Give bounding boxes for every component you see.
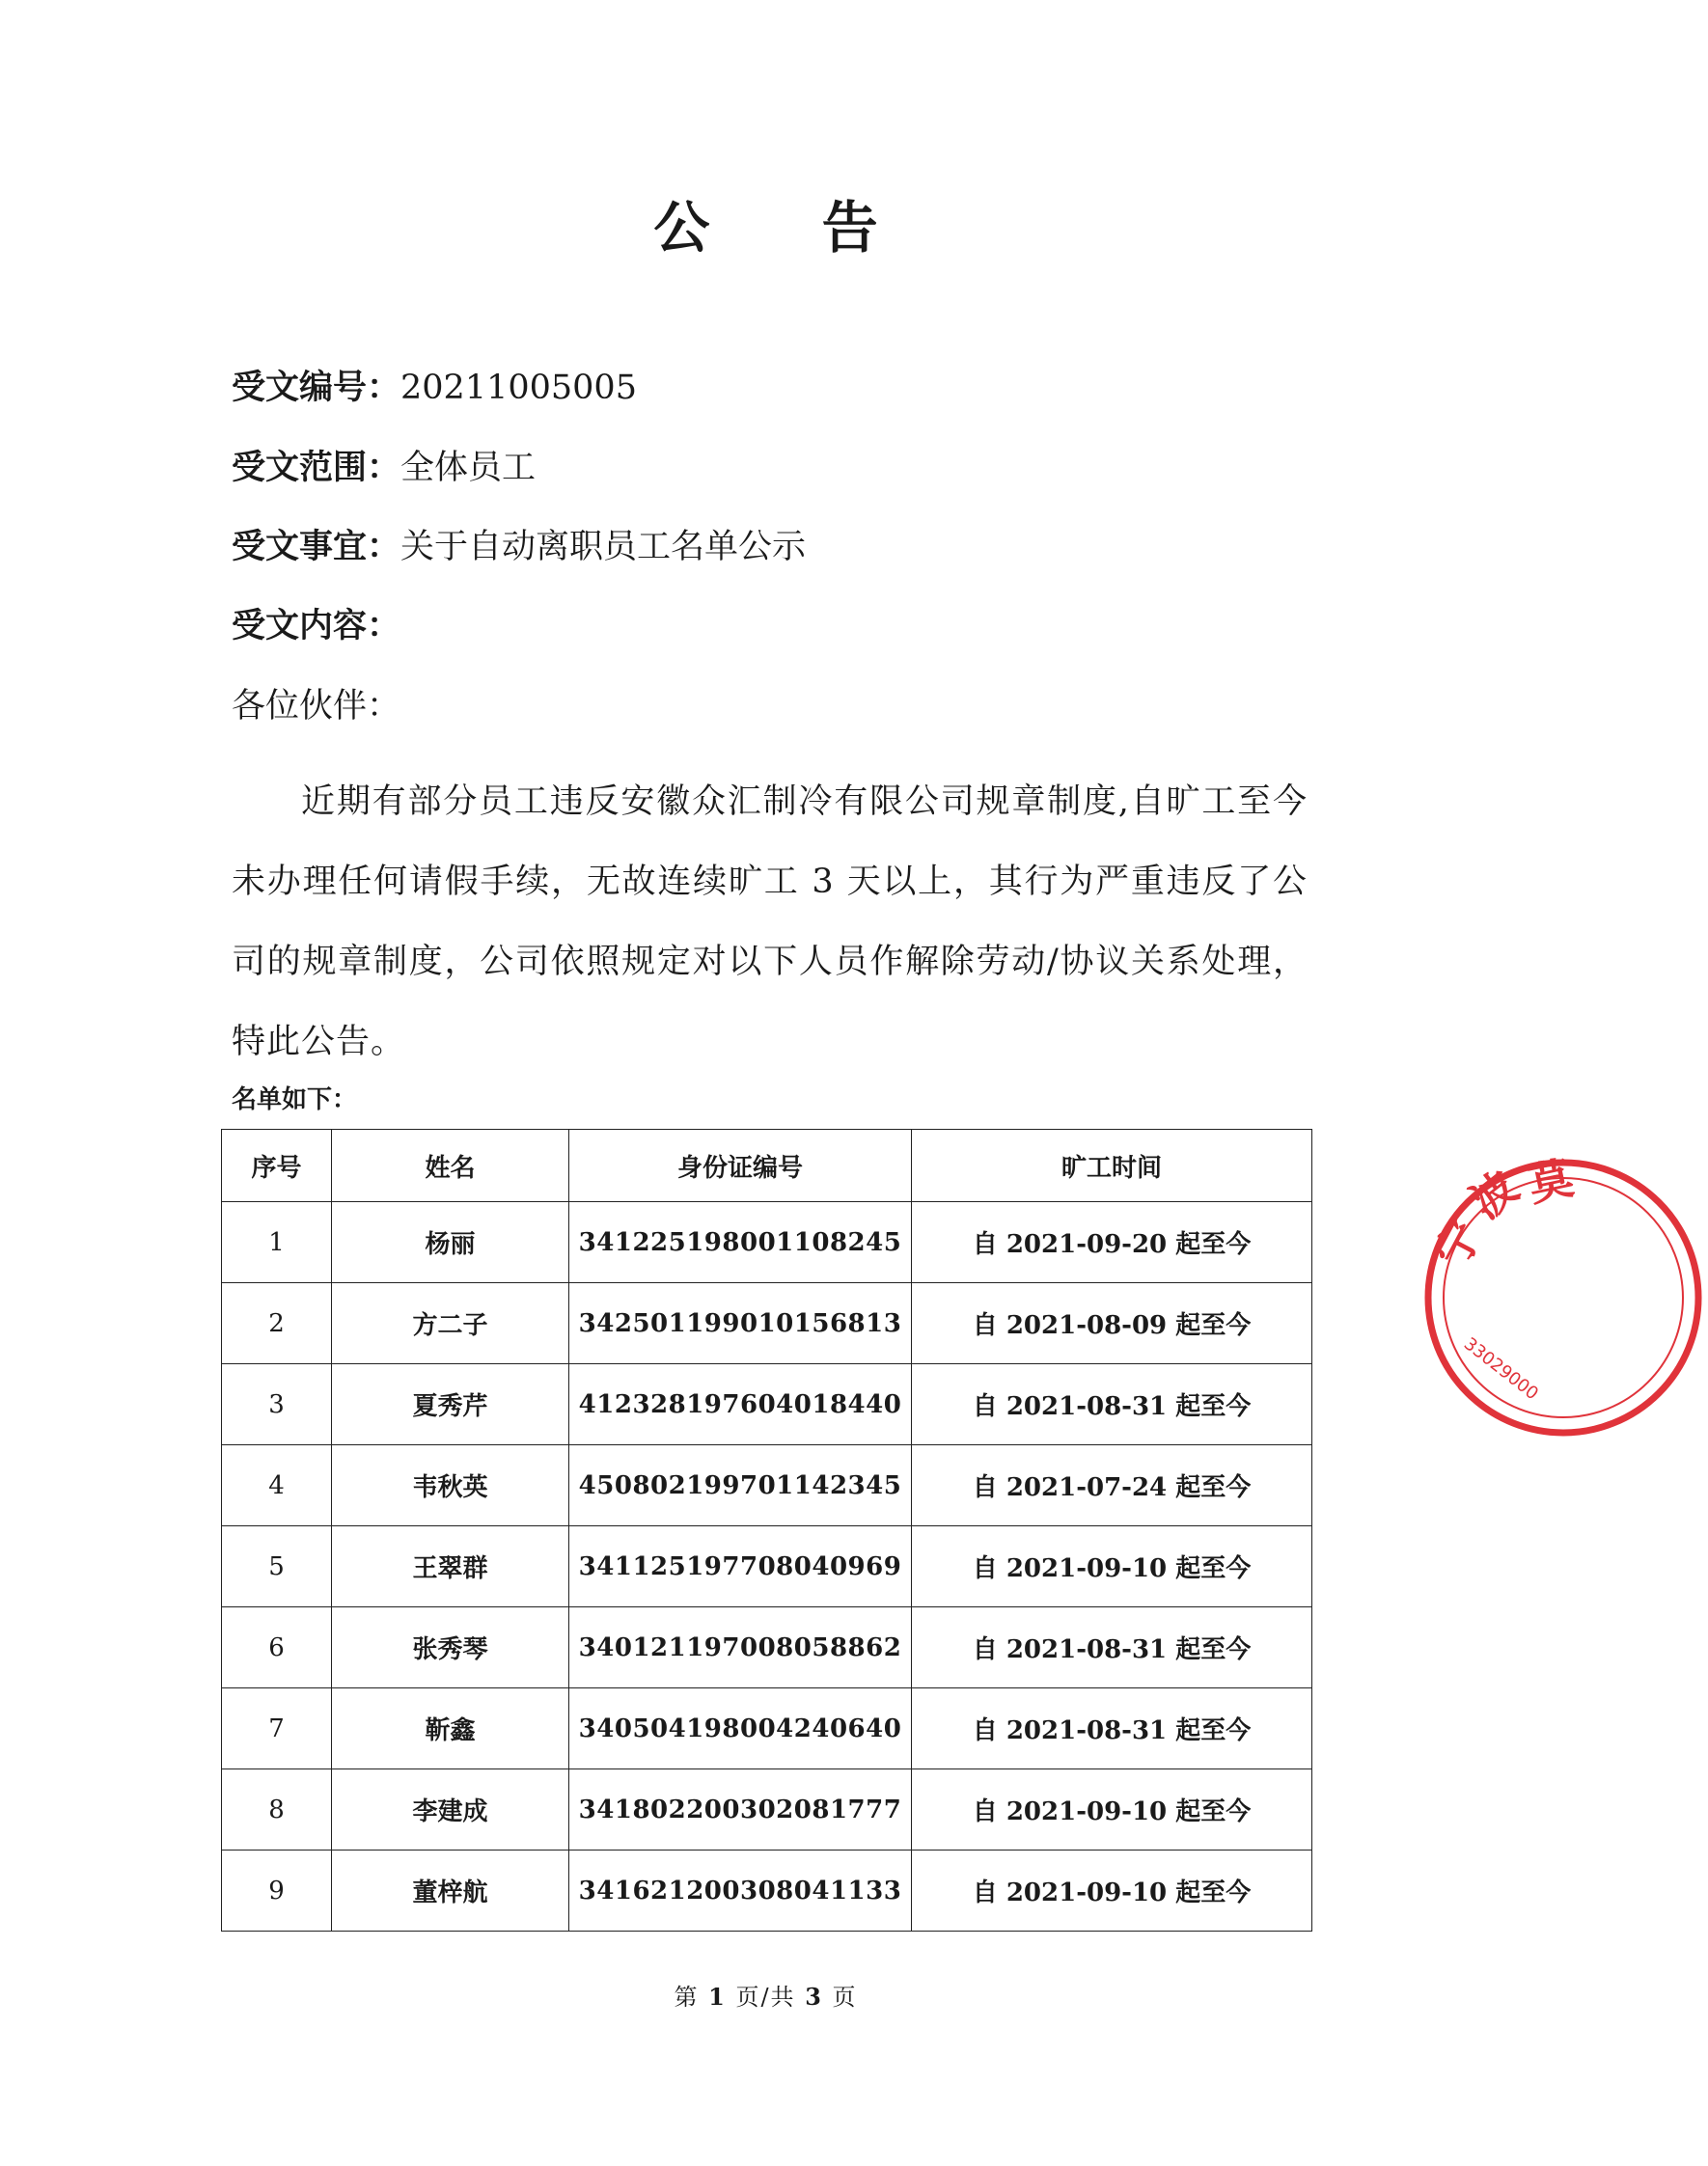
greeting: 各位伙伴： [232, 687, 401, 726]
table-header-row [222, 1130, 1312, 1202]
absence-suffix: 起至今 [1175, 1797, 1252, 1826]
row-no: 5 [222, 1526, 332, 1607]
row-id-number: 340504198004240640 [569, 1688, 912, 1769]
company-seal [1419, 1153, 1708, 1442]
table-row [222, 1851, 1312, 1932]
row-absence [912, 1851, 1312, 1932]
footer-middle: 页/共 [735, 1984, 796, 2011]
header-no: 序号 [222, 1130, 332, 1202]
absence-date: 2021-08-31 [1006, 1716, 1168, 1745]
row-no: 3 [222, 1364, 332, 1445]
absence-prefix: 自 [972, 1230, 998, 1259]
row-absence [912, 1769, 1312, 1851]
row-id-number: 450802199701142345 [569, 1445, 912, 1526]
absence-date: 2021-08-31 [1006, 1392, 1168, 1421]
absence-suffix: 起至今 [1175, 1635, 1252, 1664]
seal-char-3: 莫 [1524, 1151, 1579, 1212]
absence-suffix: 起至今 [1175, 1392, 1252, 1421]
row-name: 张秀琴 [332, 1607, 569, 1688]
absence-date: 2021-09-20 [1006, 1230, 1168, 1259]
row-name: 李建成 [332, 1769, 569, 1851]
row-id-number: 412328197604018440 [569, 1364, 912, 1445]
absence-date: 2021-09-10 [1006, 1878, 1168, 1907]
row-no: 2 [222, 1283, 332, 1364]
footer-total: 3 [805, 1983, 823, 2011]
doc-subject-label: 受文事宜： [232, 528, 401, 566]
absence-suffix: 起至今 [1175, 1878, 1252, 1907]
absence-suffix: 起至今 [1175, 1716, 1252, 1745]
row-no: 7 [222, 1688, 332, 1769]
doc-number-value: 20211005005 [400, 369, 637, 407]
seal-char-2: 波 [1460, 1160, 1529, 1229]
absence-prefix: 自 [972, 1635, 998, 1664]
table-row [222, 1202, 1312, 1283]
absence-date: 2021-09-10 [1006, 1554, 1168, 1583]
row-absence [912, 1607, 1312, 1688]
doc-subject-field [232, 523, 806, 571]
row-id-number: 342501199010156813 [569, 1283, 912, 1364]
table-row [222, 1607, 1312, 1688]
row-no: 9 [222, 1851, 332, 1932]
doc-subject-value: 关于自动离职员工名单公示 [400, 528, 807, 566]
row-id-number: 341125197708040969 [569, 1526, 912, 1607]
row-absence [912, 1526, 1312, 1607]
row-no: 1 [222, 1202, 332, 1283]
row-absence [912, 1364, 1312, 1445]
seal-inner-ring [1444, 1178, 1683, 1417]
row-name: 王翠群 [332, 1526, 569, 1607]
row-absence [912, 1283, 1312, 1364]
row-name: 董梓航 [332, 1851, 569, 1932]
footer-page: 1 [708, 1983, 727, 2011]
row-id-number: 341225198001108245 [569, 1202, 912, 1283]
absence-prefix: 自 [972, 1878, 998, 1907]
dismissal-table [221, 1129, 1312, 1932]
table-body [222, 1202, 1312, 1932]
row-id-number: 340121197008058862 [569, 1607, 912, 1688]
page-footer [0, 1981, 1531, 2014]
row-name: 韦秋英 [332, 1445, 569, 1526]
row-no: 4 [222, 1445, 332, 1526]
row-absence [912, 1688, 1312, 1769]
row-name: 靳鑫 [332, 1688, 569, 1769]
absence-prefix: 自 [972, 1392, 998, 1421]
footer-suffix: 页 [832, 1984, 858, 2011]
absence-date: 2021-09-10 [1006, 1797, 1168, 1826]
row-id-number: 341621200308041133 [569, 1851, 912, 1932]
notice-paragraph: 近期有部分员工违反安徽众汇制冷有限公司规章制度,自旷工至今未办理任何请假手续，无故连续旷工 3 天以上，其行为严重违反了公司的规章制度，公司依照规定对以下人员作解除劳动/协议关系处理，特此公告。 [232, 782, 1308, 1061]
header-id: 身份证编号 [569, 1130, 912, 1202]
absence-date: 2021-07-24 [1006, 1473, 1168, 1502]
absence-suffix: 起至今 [1175, 1230, 1252, 1259]
header-name: 姓名 [332, 1130, 569, 1202]
footer-prefix: 第 [674, 1984, 700, 2011]
doc-scope-field [232, 444, 536, 492]
seal-number: 33029000 [1459, 1333, 1543, 1405]
row-no: 8 [222, 1769, 332, 1851]
table-row [222, 1688, 1312, 1769]
row-absence [912, 1202, 1312, 1283]
seal-char-1: 宁 [1425, 1212, 1493, 1276]
row-name: 杨丽 [332, 1202, 569, 1283]
row-name: 夏秀芹 [332, 1364, 569, 1445]
table-row [222, 1445, 1312, 1526]
doc-content-field [232, 602, 400, 650]
row-id-number: 341802200302081777 [569, 1769, 912, 1851]
absence-prefix: 自 [972, 1797, 998, 1826]
doc-number-field [232, 364, 637, 412]
doc-content-label: 受文内容： [232, 607, 401, 645]
absence-prefix: 自 [972, 1473, 998, 1502]
table-row [222, 1283, 1312, 1364]
page-title: 公 告 [653, 195, 924, 260]
absence-prefix: 自 [972, 1554, 998, 1583]
absence-prefix: 自 [972, 1716, 998, 1745]
table-row [222, 1364, 1312, 1445]
absence-suffix: 起至今 [1175, 1473, 1252, 1502]
absence-date: 2021-08-31 [1006, 1635, 1168, 1664]
absence-suffix: 起至今 [1175, 1554, 1252, 1583]
row-absence [912, 1445, 1312, 1526]
doc-scope-label: 受文范围： [232, 449, 401, 487]
absence-date: 2021-08-09 [1006, 1311, 1168, 1340]
doc-number-label: 受文编号： [232, 369, 401, 407]
header-absence: 旷工时间 [912, 1130, 1312, 1202]
table-row [222, 1769, 1312, 1851]
row-name: 方二子 [332, 1283, 569, 1364]
table-row [222, 1526, 1312, 1607]
absence-prefix: 自 [972, 1311, 998, 1340]
row-no: 6 [222, 1607, 332, 1688]
list-label: 名单如下： [232, 1085, 358, 1114]
doc-scope-value: 全体员工 [400, 449, 537, 487]
absence-suffix: 起至今 [1175, 1311, 1252, 1340]
